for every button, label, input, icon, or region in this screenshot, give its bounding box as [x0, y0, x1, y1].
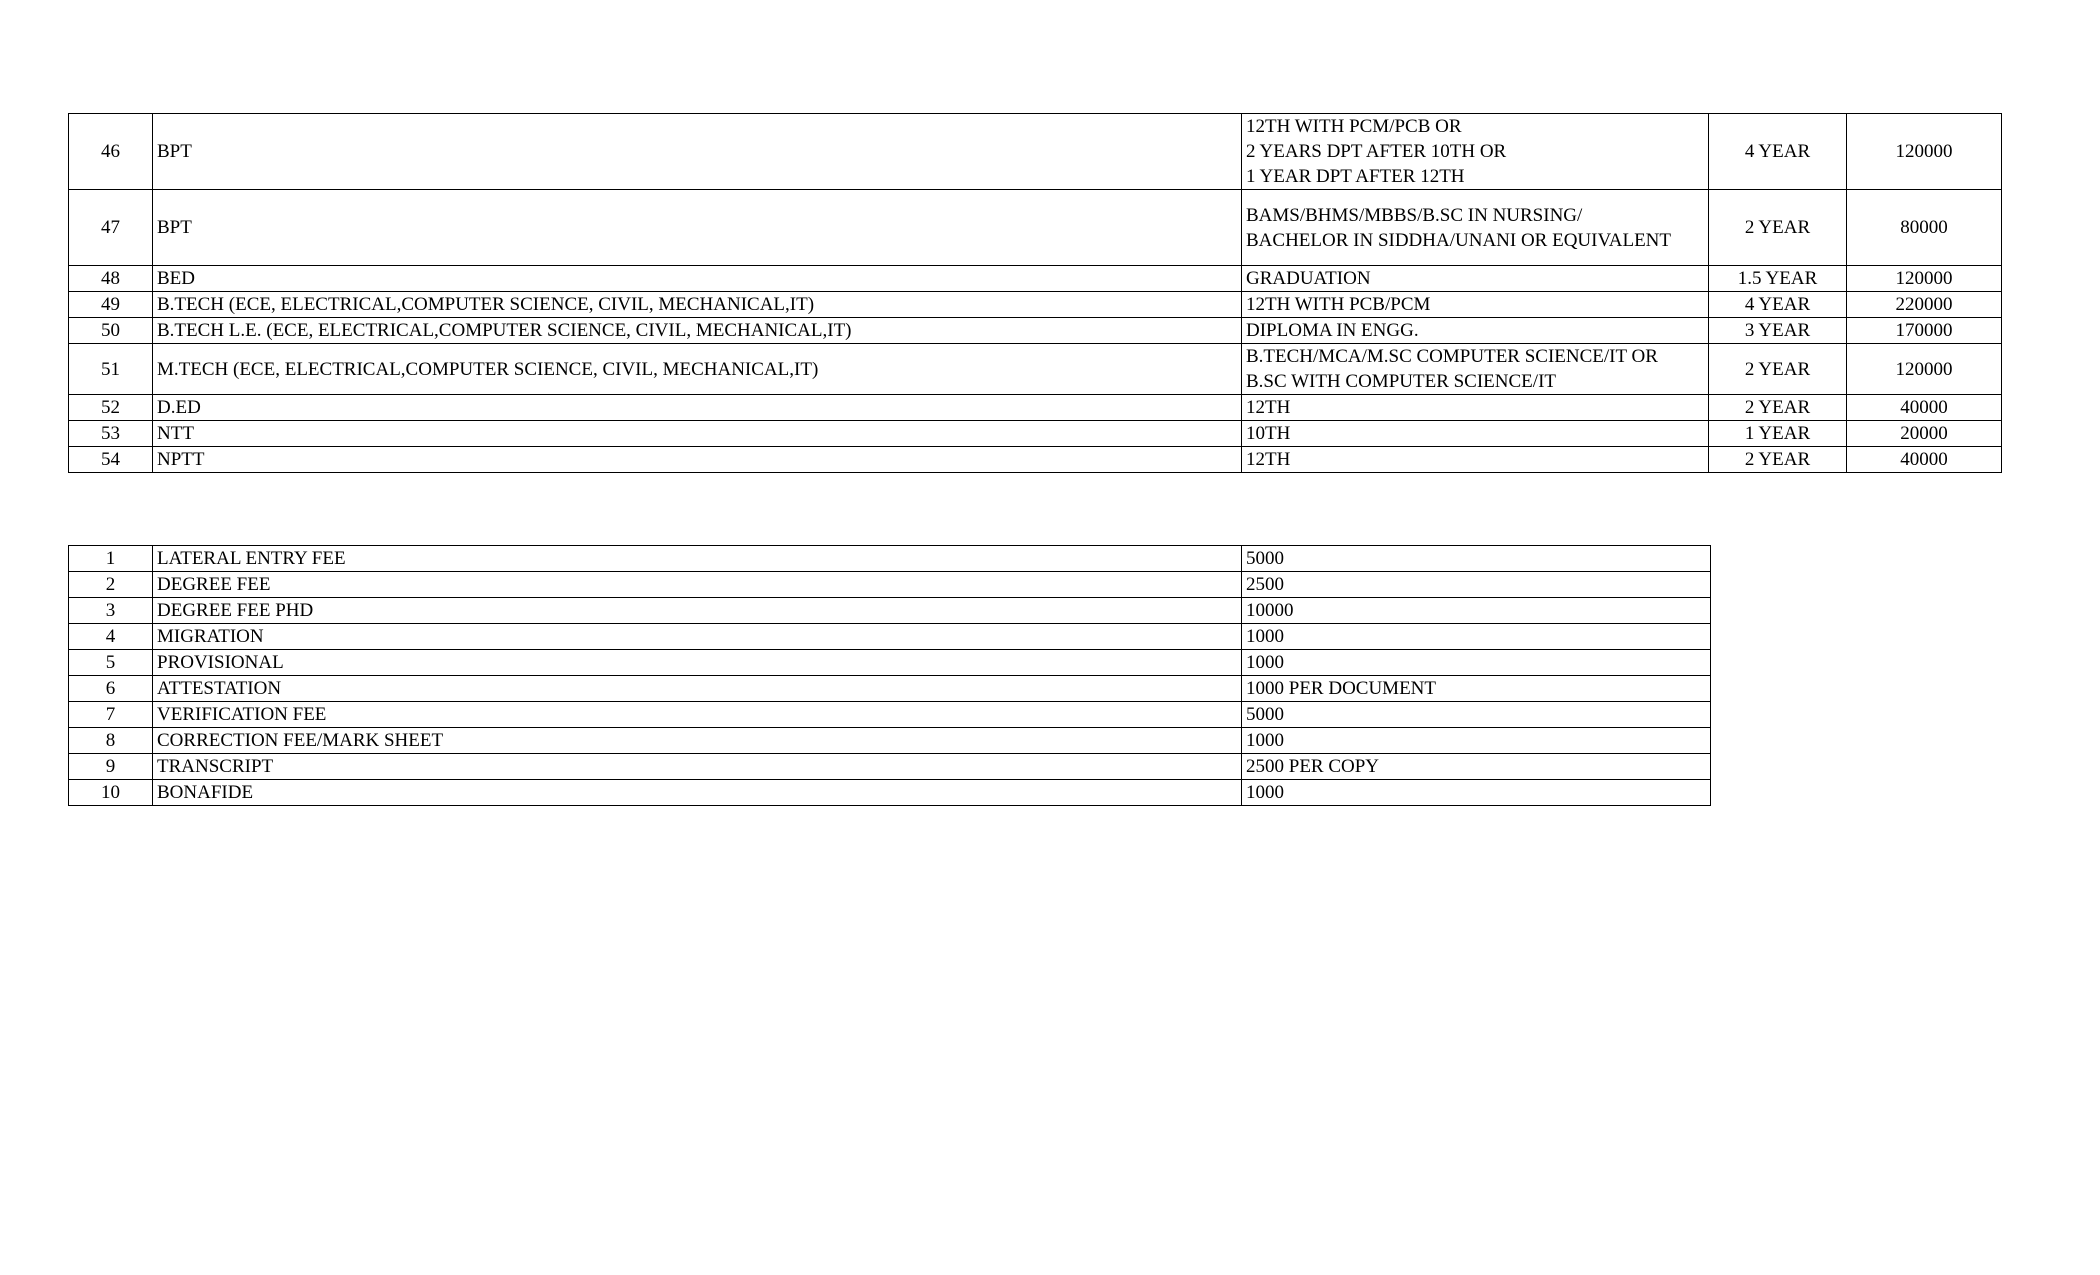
eligibility-line: 10TH [1246, 423, 1291, 444]
courses-table-body [69, 114, 2002, 473]
course-name-cell: BED [153, 266, 1242, 292]
eligibility-cell [1242, 395, 1709, 421]
serial-number-cell: 1 [69, 546, 153, 572]
fee-amount-cell: 2500 PER COPY [1242, 754, 1711, 780]
table-row [69, 421, 2002, 447]
fee-item-cell: VERIFICATION FEE [153, 702, 1242, 728]
serial-number-cell: 9 [69, 754, 153, 780]
serial-number-cell: 2 [69, 572, 153, 598]
table-row [69, 754, 1711, 780]
fee-item-cell: TRANSCRIPT [153, 754, 1242, 780]
table-row [69, 676, 1711, 702]
courses-fee-table [68, 113, 2002, 473]
eligibility-line: 12TH [1246, 397, 1291, 418]
eligibility-line: 1 YEAR DPT AFTER 12TH [1246, 166, 1465, 187]
duration-cell: 2 YEAR [1709, 395, 1847, 421]
table-row [69, 190, 2002, 266]
serial-number-cell: 8 [69, 728, 153, 754]
fee-item-cell: LATERAL ENTRY FEE [153, 546, 1242, 572]
fee-item-cell: MIGRATION [153, 624, 1242, 650]
fee-amount-cell: 1000 PER DOCUMENT [1242, 676, 1711, 702]
serial-number-cell: 4 [69, 624, 153, 650]
serial-number-cell: 10 [69, 780, 153, 806]
fee-item-cell: DEGREE FEE PHD [153, 598, 1242, 624]
table-row [69, 624, 1711, 650]
table-row [69, 318, 2002, 344]
fee-amount-cell: 1000 [1242, 650, 1711, 676]
serial-number-cell: 46 [69, 114, 153, 190]
fee-amount-cell: 10000 [1242, 598, 1711, 624]
fee-cell: 40000 [1847, 447, 2002, 473]
table-row [69, 114, 2002, 190]
fee-cell: 120000 [1847, 114, 2002, 190]
fee-cell: 40000 [1847, 395, 2002, 421]
table-row [69, 395, 2002, 421]
eligibility-cell [1242, 292, 1709, 318]
course-name-cell: BPT [153, 114, 1242, 190]
table-row [69, 650, 1711, 676]
serial-number-cell: 51 [69, 344, 153, 395]
eligibility-line: B.TECH/MCA/M.SC COMPUTER SCIENCE/IT OR [1246, 346, 1658, 367]
course-name-cell: BPT [153, 190, 1242, 266]
table-row [69, 447, 2002, 473]
fee-cell: 220000 [1847, 292, 2002, 318]
serial-number-cell: 53 [69, 421, 153, 447]
miscellaneous-fee-table [68, 545, 1711, 806]
fee-amount-cell: 2500 [1242, 572, 1711, 598]
serial-number-cell: 7 [69, 702, 153, 728]
table-row [69, 292, 2002, 318]
serial-number-cell: 5 [69, 650, 153, 676]
course-name-cell: NTT [153, 421, 1242, 447]
duration-cell: 1 YEAR [1709, 421, 1847, 447]
table-row [69, 266, 2002, 292]
eligibility-cell [1242, 318, 1709, 344]
fee-amount-cell: 5000 [1242, 702, 1711, 728]
duration-cell: 4 YEAR [1709, 292, 1847, 318]
course-name-cell: M.TECH (ECE, ELECTRICAL,COMPUTER SCIENCE, CIVIL, MECHANICAL,IT) [153, 344, 1242, 395]
eligibility-cell [1242, 344, 1709, 395]
eligibility-line: 12TH [1246, 449, 1291, 470]
table-row [69, 344, 2002, 395]
duration-cell: 2 YEAR [1709, 447, 1847, 473]
course-name-cell: NPTT [153, 447, 1242, 473]
fees-table-body [69, 546, 1711, 806]
eligibility-line: BAMS/BHMS/MBBS/B.SC IN NURSING/ [1246, 204, 1583, 226]
fee-item-cell: DEGREE FEE [153, 572, 1242, 598]
fee-cell: 80000 [1847, 190, 2002, 266]
fee-amount-cell: 1000 [1242, 624, 1711, 650]
duration-cell: 1.5 YEAR [1709, 266, 1847, 292]
table-row [69, 598, 1711, 624]
eligibility-line: DIPLOMA IN ENGG. [1246, 320, 1419, 341]
eligibility-line: 12TH WITH PCM/PCB OR [1246, 116, 1462, 137]
table-row [69, 728, 1711, 754]
fee-amount-cell: 1000 [1242, 728, 1711, 754]
serial-number-cell: 48 [69, 266, 153, 292]
eligibility-line: 12TH WITH PCB/PCM [1246, 294, 1431, 315]
fee-amount-cell: 5000 [1242, 546, 1711, 572]
serial-number-cell: 47 [69, 190, 153, 266]
fee-cell: 20000 [1847, 421, 2002, 447]
fee-item-cell: ATTESTATION [153, 676, 1242, 702]
fee-cell: 120000 [1847, 266, 2002, 292]
fee-item-cell: BONAFIDE [153, 780, 1242, 806]
duration-cell: 4 YEAR [1709, 114, 1847, 190]
table-row [69, 780, 1711, 806]
eligibility-cell [1242, 447, 1709, 473]
serial-number-cell: 50 [69, 318, 153, 344]
serial-number-cell: 49 [69, 292, 153, 318]
eligibility-line: 2 YEARS DPT AFTER 10TH OR [1246, 141, 1507, 162]
serial-number-cell: 6 [69, 676, 153, 702]
fee-item-cell: CORRECTION FEE/MARK SHEET [153, 728, 1242, 754]
serial-number-cell: 54 [69, 447, 153, 473]
duration-cell: 2 YEAR [1709, 344, 1847, 395]
table-row [69, 702, 1711, 728]
eligibility-cell [1242, 421, 1709, 447]
eligibility-cell [1242, 266, 1709, 292]
eligibility-cell [1242, 190, 1709, 266]
duration-cell: 2 YEAR [1709, 190, 1847, 266]
serial-number-cell: 52 [69, 395, 153, 421]
table-row [69, 572, 1711, 598]
eligibility-line: BACHELOR IN SIDDHA/UNANI OR EQUIVALENT [1246, 229, 1672, 251]
eligibility-cell [1242, 114, 1709, 190]
fee-item-cell: PROVISIONAL [153, 650, 1242, 676]
serial-number-cell: 3 [69, 598, 153, 624]
course-name-cell: D.ED [153, 395, 1242, 421]
course-name-cell: B.TECH (ECE, ELECTRICAL,COMPUTER SCIENCE, CIVIL, MECHANICAL,IT) [153, 292, 1242, 318]
eligibility-line: B.SC WITH COMPUTER SCIENCE/IT [1246, 371, 1557, 392]
eligibility-line: GRADUATION [1246, 268, 1371, 289]
duration-cell: 3 YEAR [1709, 318, 1847, 344]
fee-amount-cell: 1000 [1242, 780, 1711, 806]
fee-cell: 170000 [1847, 318, 2002, 344]
fee-cell: 120000 [1847, 344, 2002, 395]
course-name-cell: B.TECH L.E. (ECE, ELECTRICAL,COMPUTER SCIENCE, CIVIL, MECHANICAL,IT) [153, 318, 1242, 344]
table-row [69, 546, 1711, 572]
